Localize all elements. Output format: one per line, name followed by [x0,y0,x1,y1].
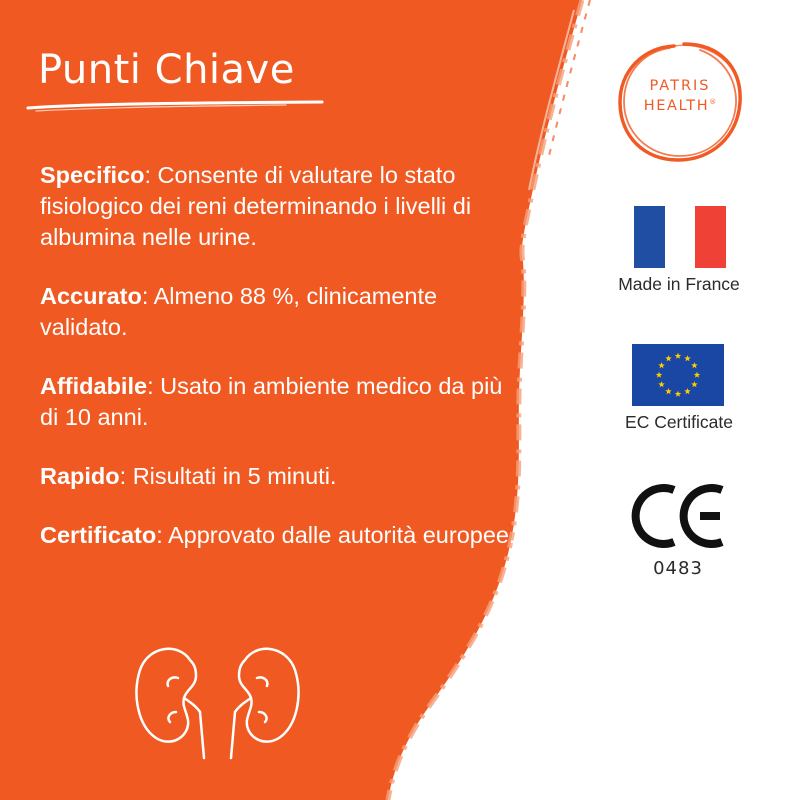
france-flag-icon [634,206,726,268]
ce-mark-icon [630,482,726,550]
france-flag-red-stripe [695,206,726,268]
key-point-accurato [40,281,520,343]
key-point-affidabile [40,371,520,433]
ec-certificate-caption: EC Certificate [625,412,733,432]
registered-mark: ® [709,98,717,107]
key-point-text: : Consente di valutare lo stato fisiologico dei reni determinando i livelli di albumina nelle urine. [40,162,472,250]
logo-text-line2 [612,98,748,114]
france-flag-white-stripe [665,206,696,268]
eu-flag-icon [632,344,724,406]
patris-health-logo [612,38,748,166]
key-point-rapido [40,461,520,492]
key-points-list [40,160,520,579]
notified-body-number: 0483 [653,558,703,579]
key-point-specifico [40,160,520,253]
key-point-text: : Risultati in 5 minuti. [119,463,337,489]
panel-title: Punti Chiave [38,47,295,93]
title-underline [26,98,326,114]
key-point-label: Specifico [40,162,145,188]
key-point-text: : Approvato dalle autorità europee. [156,522,516,548]
france-flag-blue-stripe [634,206,665,268]
key-point-label: Rapido [40,463,120,489]
made-in-france-caption: Made in France [618,274,740,294]
key-point-certificato [40,520,520,551]
key-point-label: Affidabile [40,373,148,399]
kidneys-icon [130,640,305,760]
key-point-label: Certificato [40,522,157,548]
key-point-label: Accurato [40,283,142,309]
key-point-text: : Almeno 88 %, clinicamente validato. [40,283,438,340]
key-point-text: : Usato in ambiente medico da più di 10 anni. [40,373,503,430]
logo-text-line1: PATRIS [649,78,711,94]
logo-text-line2-word: HEALTH [643,98,710,114]
